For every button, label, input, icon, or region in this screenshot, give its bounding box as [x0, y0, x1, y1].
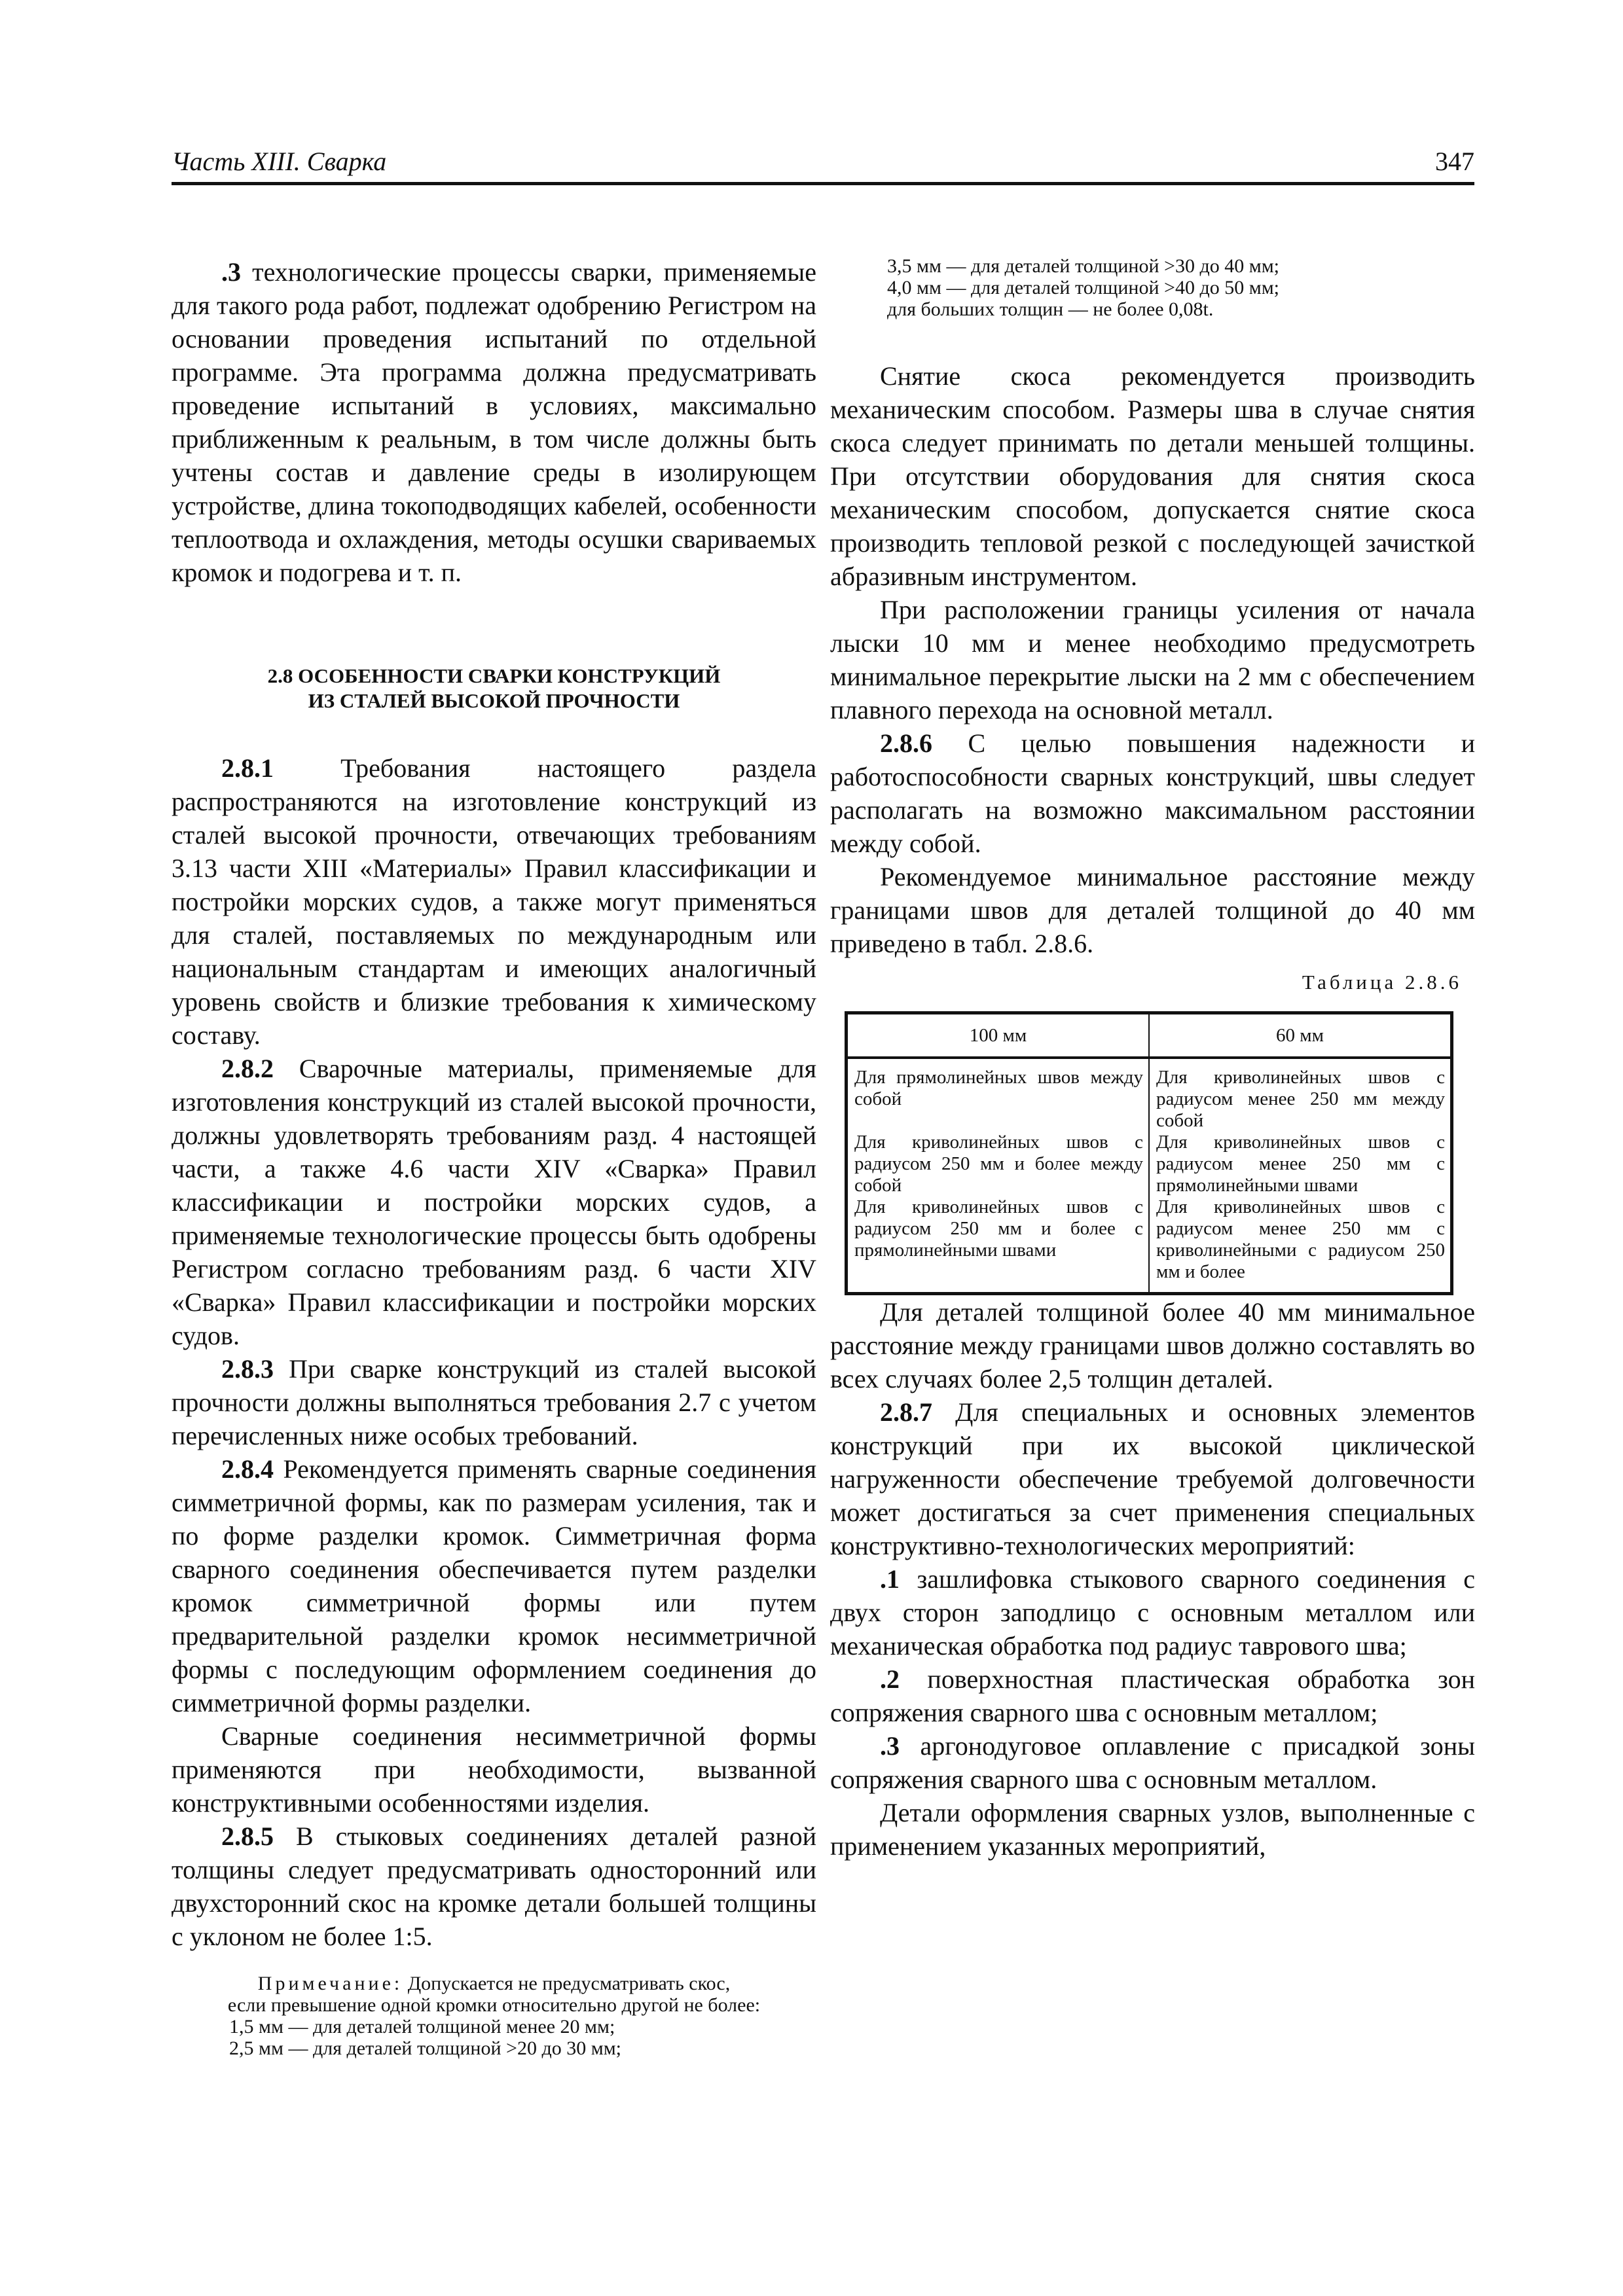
paragraph-text: зашлифовка стыкового сварного соединения с двух сторон заподлицо с основным металлом или механическая обработка под радиус таврового шва;	[830, 1564, 1475, 1660]
table-header: 60 мм	[1149, 1013, 1452, 1058]
page-number: 347	[1435, 147, 1474, 176]
note-text: Допускается не предусматривать скос,	[403, 1973, 731, 1994]
list-item-3	[830, 1729, 1475, 1796]
section-title-line: 2.8 ОСОБЕННОСТИ СВАРКИ КОНСТРУКЦИЙ	[267, 664, 721, 687]
note-line: 3,5 мм — для деталей толщиной >30 до 40 мм;	[887, 255, 1280, 277]
paragraph-2-8-2	[172, 1052, 816, 1352]
cell-item: Для криволинейных швов с радиусом 250 мм и более с прямолинейными швами	[854, 1196, 1143, 1261]
table-cell	[1149, 1058, 1452, 1294]
cell-item: Для криволинейных швов с радиусом менее 250 мм между собой	[1156, 1067, 1445, 1131]
cell-item: Для прямолинейных швов между собой	[854, 1067, 1143, 1109]
note-continuation	[830, 255, 1475, 320]
clause-number: 2.8.3	[221, 1354, 274, 1384]
clause-number: 2.8.4	[221, 1454, 274, 1484]
section-title-line: ИЗ СТАЛЕЙ ВЫСОКОЙ ПРОЧНОСТИ	[308, 689, 680, 712]
right-column	[830, 255, 1475, 1863]
note-line: 4,0 мм — для деталей толщиной >40 до 50 мм;	[887, 277, 1280, 298]
clause-number: 2.8.5	[221, 1821, 274, 1851]
paragraph-item-3	[172, 255, 816, 589]
paragraph-bevel: Снятие скоса рекомендуется производить механическим способом. Размеры шва в случае снятия скоса следует принимать по детали меньшей толщины. При отсутствии оборудования для снятия скоса механическим способом, допускается снятие скоса производить тепловой резкой с последующей зачисткой абразивным инструментом.	[830, 361, 1475, 591]
paragraph-last: Детали оформления сварных узлов, выполненные с применением указанных мероприятий,	[830, 1798, 1475, 1861]
paragraph-2-8-6	[830, 726, 1475, 860]
note-line: для больших толщин — не более 0,08t.	[887, 298, 1214, 320]
note-block	[172, 1973, 816, 2059]
section-title	[172, 664, 816, 713]
list-item-2	[830, 1662, 1475, 1729]
paragraph-2-8-5	[172, 1820, 816, 1953]
table-row	[847, 1058, 1452, 1294]
paragraph-text: Требования настоящего раздела распространяются на изготовление конструкций из сталей высокой прочности, отвечающих требованиям 3.13 части XIII «Материалы» Правил классификации и постройки морских судов, а также могут применяться для сталей, поставляемых по международным или национальным стандартам и имеющих аналогичный уровень свойств и близкие требования к химическому составу.	[172, 753, 816, 1050]
left-column	[172, 255, 816, 2059]
table-cell	[847, 1058, 1150, 1294]
page-header	[172, 143, 1474, 185]
clause-number: 2.8.2	[221, 1054, 274, 1083]
note-line: 1,5 мм — для деталей толщиной менее 20 мм;	[229, 2016, 615, 2037]
paragraph-text: аргонодуговое оплавление с присадкой зоны сопряжения сварного шва с основным металлом.	[830, 1731, 1475, 1794]
paragraph-text: технологические процессы сварки, применяемые для такого рода работ, подлежат одобрению Регистром на основании проведения испытаний по отдельной программе. Эта программа должна предусматривать проведение испытаний в условиях, максимально приближенным к реальным, в том числе должны быть учтены состав и давление среды в изолирующем устройстве, длина токоподводящих кабелей, особенности теплоотвода и охлаждения, методы осушки свариваемых кромок и подогрева и т. п.	[172, 257, 816, 587]
item-number: .3	[221, 257, 241, 287]
list-item-1	[830, 1562, 1475, 1662]
clause-number: 2.8.6	[880, 728, 932, 758]
table-header: 100 мм	[847, 1013, 1150, 1058]
paragraph-text: поверхностная пластическая обработка зон сопряжения сварного шва с основным металлом;	[830, 1664, 1475, 1727]
clause-number: 2.8.1	[221, 753, 274, 783]
cell-item: Для криволинейных швов с радиусом менее 250 мм с прямолинейными швами	[1156, 1132, 1445, 1196]
note-line: если превышение одной кромки относительно другой не более:	[227, 1994, 761, 2016]
note-line: 2,5 мм — для деталей толщиной >20 до 30 мм;	[229, 2037, 622, 2059]
item-number: .2	[880, 1664, 900, 1694]
paragraph-text: С целью повышения надежности и работоспособности сварных конструкций, швы следует располагать на возможно максимальном расстоянии между собой.	[830, 728, 1475, 858]
cell-item: Для криволинейных швов с радиусом 250 мм и более между собой	[854, 1132, 1143, 1196]
distance-table	[845, 1011, 1453, 1295]
running-title: Часть XIII. Сварка	[172, 147, 387, 176]
paragraph-text: Сварочные материалы, применяемые для изготовления конструкций из сталей высокой прочности, должны удовлетворять требованиям разд. 4 настоящей части, а также 4.6 части XIV «Сварка» Правил классификации и постройки морских судов, а применяемые технологические процессы быть одобрены Регистром согласно требованиям разд. 6 части XIV «Сварка» Правил классификации и постройки морских судов.	[172, 1054, 817, 1350]
paragraph-text: При сварке конструкций из сталей высокой прочности должны выполняться требования 2.7 с учетом перечисленных ниже особых требований.	[172, 1354, 816, 1450]
item-number: .1	[880, 1564, 900, 1594]
paragraph-2-8-6-cont: Рекомендуемое минимальное расстояние между границами швов для деталей толщиной до 40 мм приведено в табл. 2.8.6.	[830, 862, 1475, 958]
paragraph-2-8-7	[830, 1395, 1475, 1562]
cell-item: Для криволинейных швов с радиусом менее 250 мм с криволинейными с радиусом 250 мм и более	[1156, 1196, 1445, 1282]
note-label: Примечание:	[257, 1973, 403, 1994]
paragraph-thick: Для деталей толщиной более 40 мм минимальное расстояние между границами швов должно составлять во всех случаях более 2,5 толщин деталей.	[830, 1297, 1475, 1393]
paragraph-2-8-1	[172, 751, 816, 1052]
clause-number: 2.8.7	[880, 1397, 932, 1427]
paragraph-text: Рекомендуется применять сварные соединения симметричной формы, как по размерам усиления, так и по форме разделки кромок. Симметричная форма сварного соединения обеспечивается путем разделки кромок симметричной формы или путем предварительной разделки кромок несимметричной формы с последующим оформлением соединения до симметричной формы разделки.	[172, 1454, 816, 1717]
paragraph-2-8-4-cont: Сварные соединения несимметричной формы применяются при необходимости, вызванной конструктивными особенностями изделия.	[172, 1721, 816, 1818]
paragraph-2-8-3	[172, 1352, 816, 1452]
paragraph-text: В стыковых соединениях деталей разной толщины следует предусматривать односторонний или двухсторонний скос на кромке детали большей толщины с уклоном не более 1:5.	[172, 1821, 816, 1951]
paragraph-boundary: При расположении границы усиления от начала лыски 10 мм и менее необходимо предусмотреть минимальное перекрытие лыски на 2 мм с обеспечением плавного перехода на основной металл.	[830, 595, 1475, 725]
table-caption: Таблица 2.8.6	[1302, 971, 1462, 994]
paragraph-2-8-4	[172, 1452, 816, 1719]
note-line	[172, 1973, 816, 1994]
paragraph-text: Для специальных и основных элементов конструкций при их высокой циклической нагруженности обеспечение требуемой долговечности может достигаться за счет применения специальных конструктивно-технологических мероприятий:	[830, 1397, 1475, 1560]
item-number: .3	[880, 1731, 900, 1761]
